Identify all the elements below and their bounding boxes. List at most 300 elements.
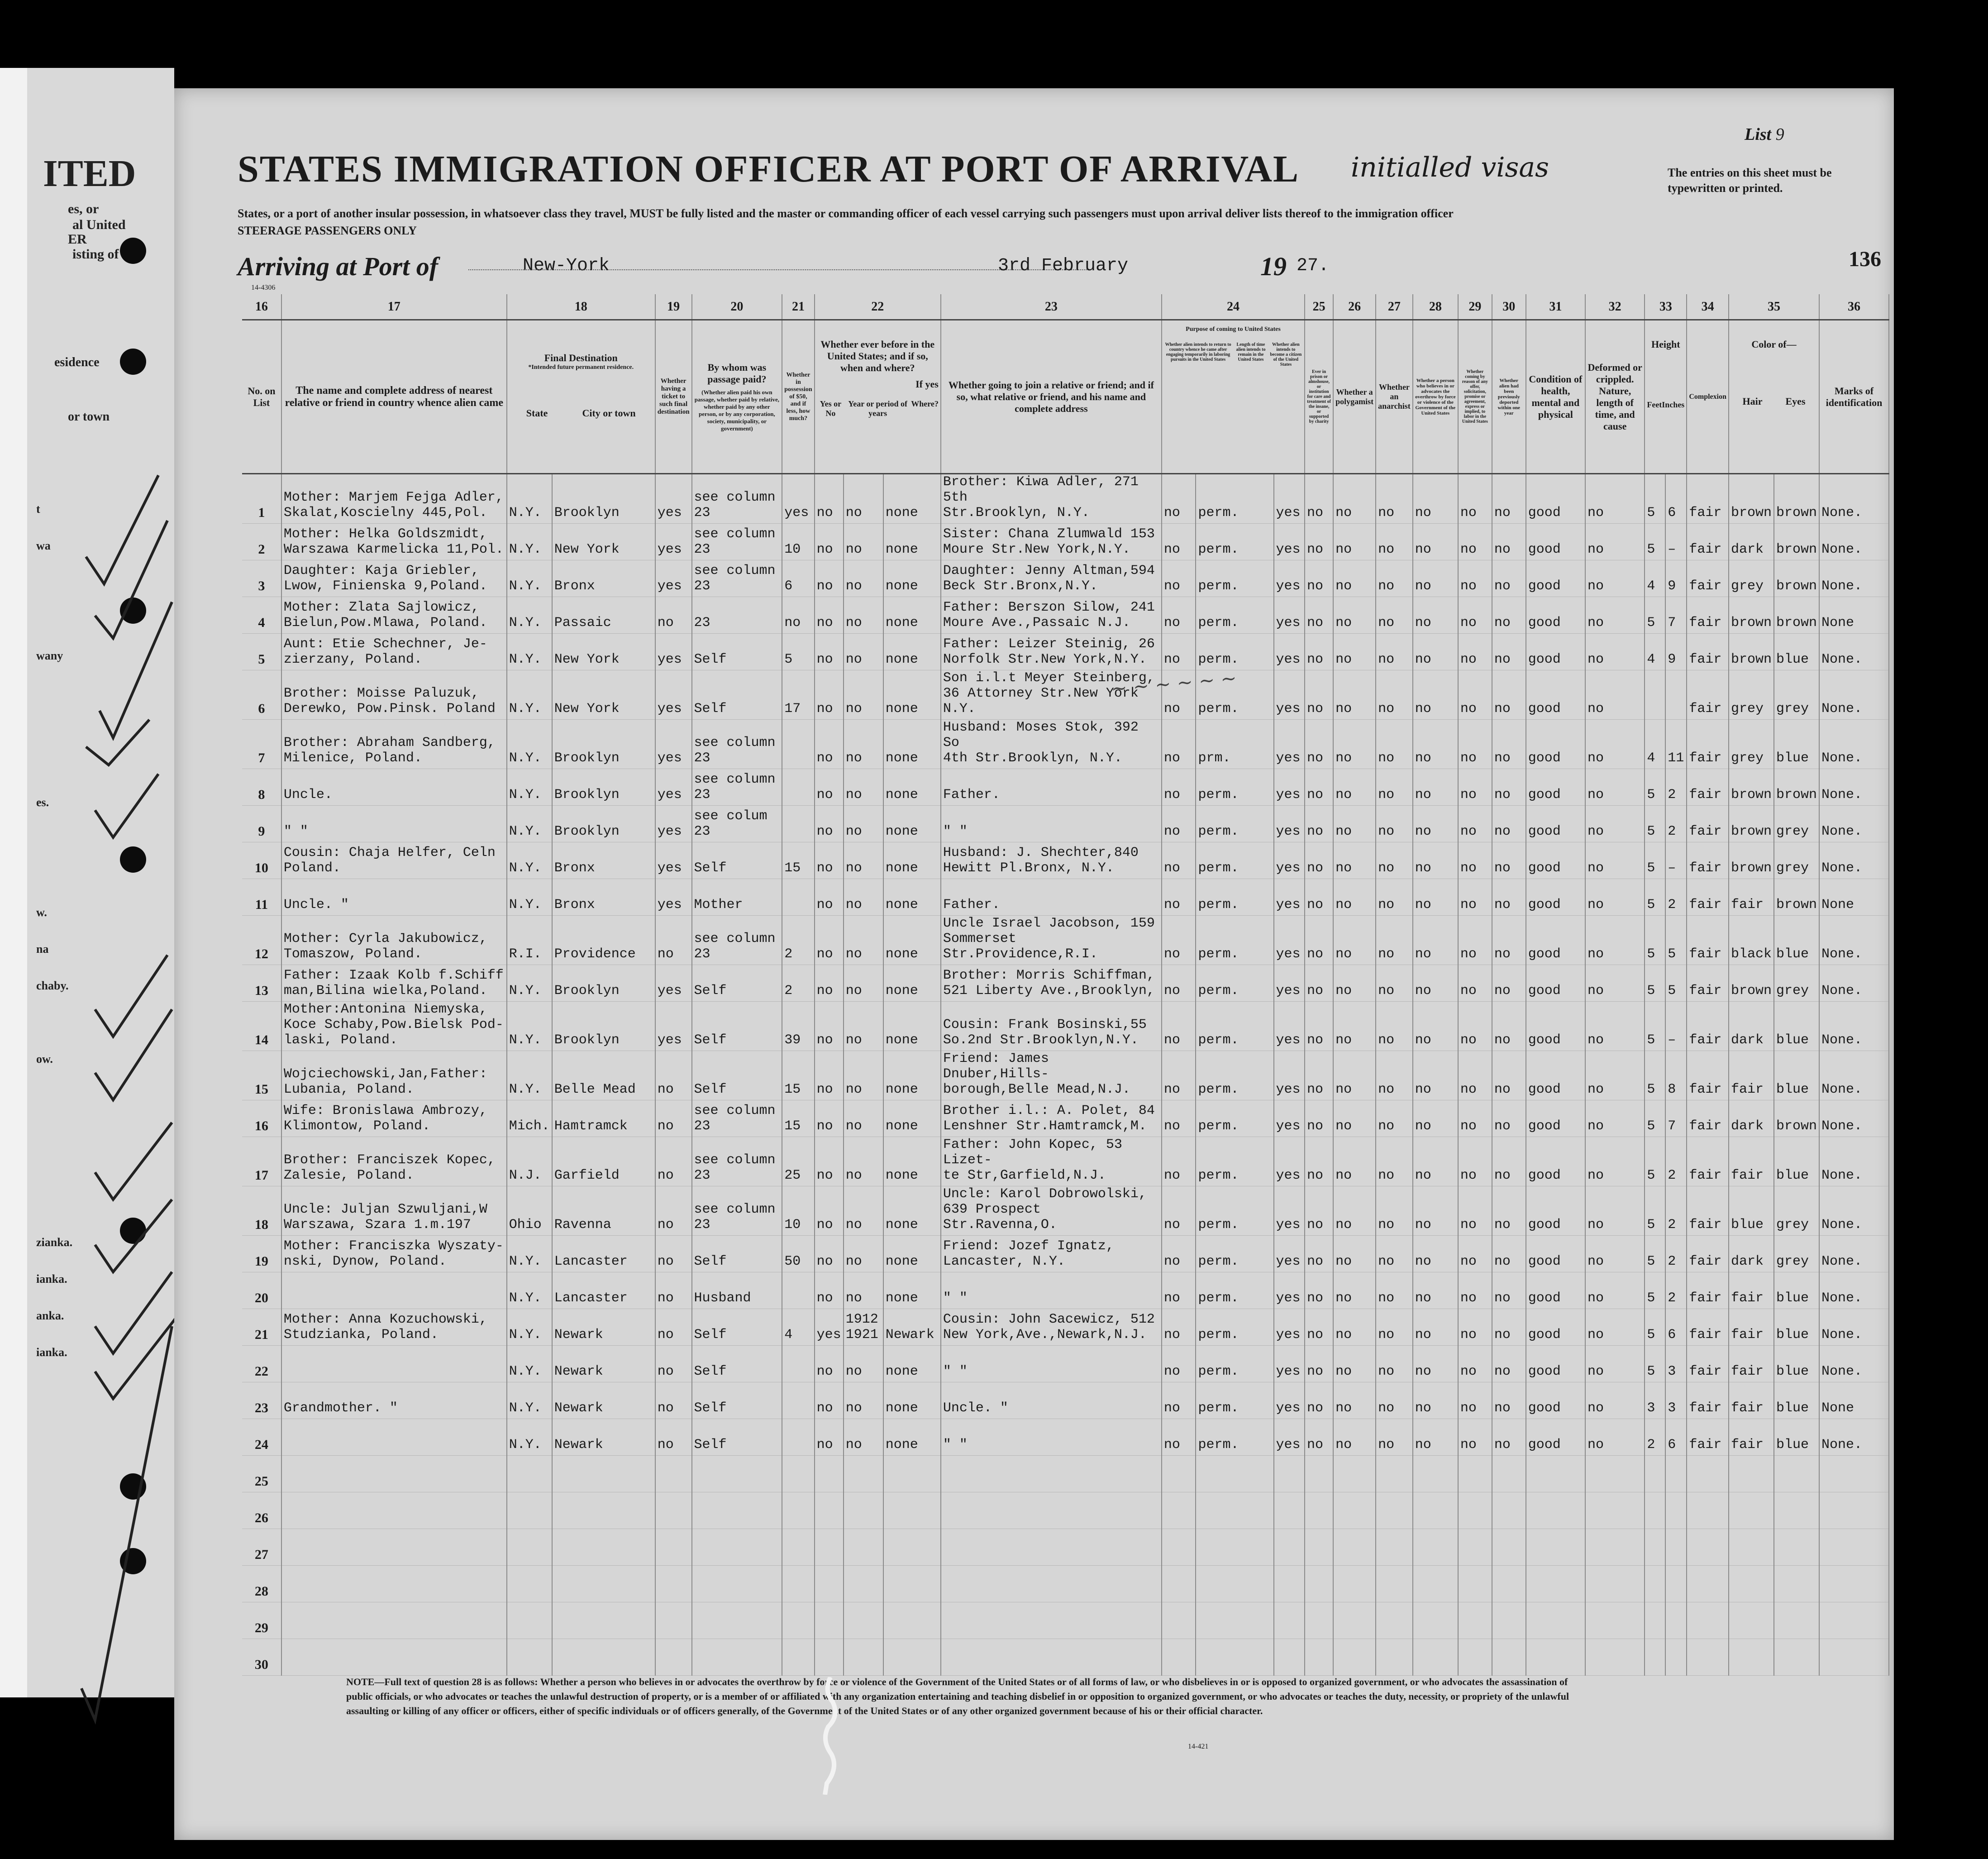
polygamist-cell: no xyxy=(1333,1137,1376,1186)
column-number: 16 xyxy=(242,294,281,320)
binder-hole xyxy=(120,238,146,264)
destination-city: Bronx xyxy=(552,842,655,879)
period-of-years: no xyxy=(844,916,883,965)
before-in-us: no xyxy=(815,1346,844,1382)
health-cell: good xyxy=(1526,916,1585,965)
polygamist-cell: no xyxy=(1333,916,1376,965)
period-of-years: no xyxy=(844,524,883,560)
header-purpose xyxy=(1162,320,1305,474)
relative-address: Mother: Helka Goldszmidt, Warszawa Karmelicka 11,Pol. xyxy=(281,524,507,560)
marks-cell xyxy=(1819,1602,1889,1639)
passage-label: By whom was passage paid? xyxy=(707,361,767,385)
q29-cell: no xyxy=(1458,965,1492,1002)
list-label xyxy=(1745,124,1784,144)
prison-cell: no xyxy=(1305,1309,1333,1346)
destination-state: N.Y. xyxy=(507,1002,552,1051)
destination-state: N.Y. xyxy=(507,1236,552,1272)
complexion-cell: fair xyxy=(1687,1100,1729,1137)
destination-city: Hamtramck xyxy=(552,1100,655,1137)
purpose-return: Whether alien intends to return to country whence he came after engaging temporarily in laboring pursuits in the United States xyxy=(1165,342,1231,362)
before-label: Whether ever before in the United States; and if so, when and where? xyxy=(820,339,935,373)
anarchist-cell: no xyxy=(1376,597,1413,634)
polygamist-cell: no xyxy=(1333,560,1376,597)
eye-color: blue xyxy=(1774,1272,1819,1309)
q29-cell: no xyxy=(1458,806,1492,842)
port-value: New-York xyxy=(523,256,610,276)
destination-state: R.I. xyxy=(507,916,552,965)
purpose-citizen-cell xyxy=(1274,1602,1305,1639)
q28-cell: no xyxy=(1413,1382,1458,1419)
height-inches: 3 xyxy=(1665,1346,1687,1382)
height-inches xyxy=(1665,1602,1687,1639)
header-passage xyxy=(692,320,782,474)
header-polygamist: Whether a polygamist xyxy=(1333,320,1376,474)
purpose-return-cell: no xyxy=(1162,1419,1196,1456)
relative-address xyxy=(281,1529,507,1566)
purpose-citizen-cell: yes xyxy=(1274,1186,1305,1236)
q29-cell: no xyxy=(1458,720,1492,769)
height-inches xyxy=(1665,1639,1687,1676)
q29-cell: no xyxy=(1458,1236,1492,1272)
deformed-cell: no xyxy=(1585,1002,1645,1051)
destination-city: Newark xyxy=(552,1309,655,1346)
relative-address xyxy=(281,1346,507,1382)
health-cell xyxy=(1526,1529,1585,1566)
q28-cell xyxy=(1413,1456,1458,1492)
money-cell xyxy=(782,1529,814,1566)
purpose-length-cell: perm. xyxy=(1196,1100,1273,1137)
money-cell: 10 xyxy=(782,524,814,560)
period-of-years: no xyxy=(844,1100,883,1137)
joining-relative: Friend: Jozef Ignatz, Lancaster, N.Y. xyxy=(941,1236,1162,1272)
deformed-cell: no xyxy=(1585,879,1645,916)
destination-city xyxy=(552,1529,655,1566)
purpose-citizen-cell: yes xyxy=(1274,1382,1305,1419)
anarchist-cell: no xyxy=(1376,1346,1413,1382)
purpose-citizen-cell: yes xyxy=(1274,965,1305,1002)
table-row xyxy=(242,1002,1889,1051)
eye-color: brown xyxy=(1774,879,1819,916)
prison-cell: no xyxy=(1305,560,1333,597)
complexion-cell: fair xyxy=(1687,474,1729,524)
ticket-cell: yes xyxy=(655,842,692,879)
complexion-cell xyxy=(1687,1566,1729,1602)
column-number: 19 xyxy=(655,294,692,320)
prison-cell: no xyxy=(1305,1272,1333,1309)
purpose-length-cell: perm. xyxy=(1196,1051,1273,1100)
destination-state: N.Y. xyxy=(507,474,552,524)
deformed-cell: no xyxy=(1585,842,1645,879)
relative-address: Mother: Franciszka Wyszaty- nski, Dynow, Poland. xyxy=(281,1236,507,1272)
joining-relative: Father: Berszon Silow, 241 Moure Ave.,Passaic N.J. xyxy=(941,597,1162,634)
left-row-fragment: es. xyxy=(36,796,49,809)
height-inches: 2 xyxy=(1665,879,1687,916)
hair-color xyxy=(1729,1492,1774,1529)
money-cell: 4 xyxy=(782,1309,814,1346)
deformed-cell: no xyxy=(1585,1309,1645,1346)
header-complexion: Complexion xyxy=(1687,320,1729,474)
left-fragment: ER xyxy=(68,232,87,247)
header-marks: Marks of identification xyxy=(1819,320,1889,474)
marks-cell: None. xyxy=(1819,1309,1889,1346)
q30-cell: no xyxy=(1492,806,1526,842)
before-in-us: no xyxy=(815,1382,844,1419)
height-inches xyxy=(1665,1529,1687,1566)
anarchist-cell: no xyxy=(1376,524,1413,560)
joining-relative: Son i.l.t Meyer Steinberg, 36 Attorney Str.New York N.Y. xyxy=(941,670,1162,720)
where-cell: none xyxy=(883,720,941,769)
row-number: 12 xyxy=(242,916,281,965)
health-cell xyxy=(1526,1492,1585,1529)
eye-color: brown xyxy=(1774,474,1819,524)
where-cell: none xyxy=(883,1137,941,1186)
complexion-cell: fair xyxy=(1687,879,1729,916)
where-cell: none xyxy=(883,1236,941,1272)
where-cell: none xyxy=(883,560,941,597)
complexion-cell: fair xyxy=(1687,524,1729,560)
passage-paid-by: see column 23 xyxy=(692,1100,782,1137)
list-label-text: List xyxy=(1745,125,1772,144)
anarchist-cell: no xyxy=(1376,1236,1413,1272)
anarchist-cell xyxy=(1376,1602,1413,1639)
purpose-length-cell: perm. xyxy=(1196,916,1273,965)
header-no-on-list: No. on List xyxy=(242,320,281,474)
q28-cell: no xyxy=(1413,597,1458,634)
table-row xyxy=(242,879,1889,916)
destination-state: N.Y. xyxy=(507,1382,552,1419)
joining-relative: Cousin: John Sacewicz, 512 New York,Ave.,Newark,N.J. xyxy=(941,1309,1162,1346)
header-ticket: Whether having a ticket to such final destination xyxy=(655,320,692,474)
before-in-us: no xyxy=(815,597,844,634)
purpose-return-cell: no xyxy=(1162,597,1196,634)
deformed-cell: no xyxy=(1585,597,1645,634)
q30-cell xyxy=(1492,1456,1526,1492)
table-row xyxy=(242,1529,1889,1566)
height-inches: 5 xyxy=(1665,965,1687,1002)
relative-address: Daughter: Kaja Griebler, Lwow, Finienska 9,Poland. xyxy=(281,560,507,597)
destination-city: Newark xyxy=(552,1382,655,1419)
deformed-cell: no xyxy=(1585,1346,1645,1382)
passage-paid-by: see column 23 xyxy=(692,916,782,965)
table-row xyxy=(242,1100,1889,1137)
anarchist-cell xyxy=(1376,1492,1413,1529)
where-cell: none xyxy=(883,524,941,560)
purpose-citizen-cell: yes xyxy=(1274,597,1305,634)
purpose-return-cell xyxy=(1162,1639,1196,1676)
destination-city: Providence xyxy=(552,916,655,965)
before-in-us: no xyxy=(815,634,844,670)
row-number: 16 xyxy=(242,1100,281,1137)
joining-relative: Sister: Chana Zlumwald 153 Moure Str.New York,N.Y. xyxy=(941,524,1162,560)
destination-state: N.Y. xyxy=(507,806,552,842)
row-number: 3 xyxy=(242,560,281,597)
purpose-length-cell: perm. xyxy=(1196,634,1273,670)
prison-cell: no xyxy=(1305,1137,1333,1186)
height-feet: 3 xyxy=(1645,1382,1665,1419)
q28-cell: no xyxy=(1413,1272,1458,1309)
complexion-cell: fair xyxy=(1687,1002,1729,1051)
deformed-cell: no xyxy=(1585,1137,1645,1186)
header-q28: Whether a person who believes in or advocates the overthrow by force or violence of the Government of the United States xyxy=(1413,320,1458,474)
deformed-cell: no xyxy=(1585,634,1645,670)
prison-cell xyxy=(1305,1529,1333,1566)
health-cell: good xyxy=(1526,1272,1585,1309)
before-in-us: no xyxy=(815,474,844,524)
where-cell: none xyxy=(883,634,941,670)
q28-cell: no xyxy=(1413,916,1458,965)
hair-color: brown xyxy=(1729,634,1774,670)
checkmark-annotations xyxy=(68,466,186,1725)
hair-color: fair xyxy=(1729,1309,1774,1346)
q29-cell: no xyxy=(1458,474,1492,524)
hair-color: dark xyxy=(1729,1100,1774,1137)
destination-state xyxy=(507,1492,552,1529)
passage-paid-by: see column 23 xyxy=(692,769,782,806)
period-of-years: no xyxy=(844,1186,883,1236)
q30-cell: no xyxy=(1492,634,1526,670)
health-cell: good xyxy=(1526,474,1585,524)
joining-relative: Father: John Kopec, 53 Lizet- te Str,Garfield,N.J. xyxy=(941,1137,1162,1186)
purpose-length-cell: perm. xyxy=(1196,1236,1273,1272)
eyes-label: Eyes xyxy=(1785,396,1806,407)
destination-state: N.Y. xyxy=(507,560,552,597)
complexion-cell: fair xyxy=(1687,634,1729,670)
q29-cell xyxy=(1458,1602,1492,1639)
ticket-cell: no xyxy=(655,1419,692,1456)
row-number: 23 xyxy=(242,1382,281,1419)
height-feet: 5 xyxy=(1645,1272,1665,1309)
deformed-cell xyxy=(1585,1492,1645,1529)
eye-color xyxy=(1774,1456,1819,1492)
polygamist-cell: no xyxy=(1333,1236,1376,1272)
purpose-citizen-cell: yes xyxy=(1274,1346,1305,1382)
purpose-return-cell: no xyxy=(1162,1100,1196,1137)
hair-color: fair xyxy=(1729,1346,1774,1382)
where-cell: none xyxy=(883,1382,941,1419)
destination-state: Mich. xyxy=(507,1100,552,1137)
purpose-citizen-cell xyxy=(1274,1639,1305,1676)
period-of-years: no xyxy=(844,1236,883,1272)
eye-color: blue xyxy=(1774,720,1819,769)
where-cell: none xyxy=(883,597,941,634)
marks-cell: None. xyxy=(1819,560,1889,597)
ticket-cell: yes xyxy=(655,670,692,720)
height-sub-labels xyxy=(1647,400,1684,410)
purpose-return-cell: no xyxy=(1162,806,1196,842)
q30-cell: no xyxy=(1492,1100,1526,1137)
column-number: 27 xyxy=(1376,294,1413,320)
health-cell xyxy=(1526,1566,1585,1602)
before-in-us: no xyxy=(815,1100,844,1137)
hair-color: grey xyxy=(1729,670,1774,720)
handwritten-note: initialled visas xyxy=(1351,152,1549,183)
before-in-us: no xyxy=(815,720,844,769)
purpose-length-cell: perm. xyxy=(1196,1309,1273,1346)
complexion-cell: fair xyxy=(1687,670,1729,720)
joining-relative: " " xyxy=(941,1346,1162,1382)
column-header-row xyxy=(242,320,1889,474)
marks-cell: None. xyxy=(1819,769,1889,806)
passage-paid-by xyxy=(692,1529,782,1566)
before-in-us: no xyxy=(815,916,844,965)
destination-city: New York xyxy=(552,670,655,720)
polygamist-cell: no xyxy=(1333,879,1376,916)
prison-cell: no xyxy=(1305,879,1333,916)
deformed-cell: no xyxy=(1585,1419,1645,1456)
eye-color: brown xyxy=(1774,769,1819,806)
relative-address: Grandmother. " xyxy=(281,1382,507,1419)
money-cell: 2 xyxy=(782,916,814,965)
passage-paid-by: see colum 23 xyxy=(692,806,782,842)
period-of-years xyxy=(844,1639,883,1676)
table-row xyxy=(242,1186,1889,1236)
anarchist-cell: no xyxy=(1376,1419,1413,1456)
height-feet xyxy=(1645,1529,1665,1566)
relative-address xyxy=(281,1456,507,1492)
polygamist-cell: no xyxy=(1333,1419,1376,1456)
purpose-return-cell xyxy=(1162,1456,1196,1492)
height-feet: 5 xyxy=(1645,1309,1665,1346)
money-cell xyxy=(782,1492,814,1529)
purpose-citizen-cell xyxy=(1274,1566,1305,1602)
q30-cell: no xyxy=(1492,1382,1526,1419)
column-number: 35 xyxy=(1729,294,1819,320)
height-inches: 11 xyxy=(1665,720,1687,769)
destination-city: New York xyxy=(552,634,655,670)
height-inches: 7 xyxy=(1665,1100,1687,1137)
where-cell: none xyxy=(883,1346,941,1382)
purpose-return-cell xyxy=(1162,1529,1196,1566)
header-q30: Whether alien had been previously deported within one year xyxy=(1492,320,1526,474)
relative-address xyxy=(281,1566,507,1602)
torn-edge-mark xyxy=(821,1677,839,1795)
q29-cell: no xyxy=(1458,1272,1492,1309)
where-cell xyxy=(883,1456,941,1492)
column-number: 21 xyxy=(782,294,814,320)
height-inches: 2 xyxy=(1665,1272,1687,1309)
before-in-us: no xyxy=(815,806,844,842)
joining-relative xyxy=(941,1456,1162,1492)
health-cell: good xyxy=(1526,1002,1585,1051)
anarchist-cell: no xyxy=(1376,634,1413,670)
relative-address: Brother: Franciszek Kopec, Zalesie, Poland. xyxy=(281,1137,507,1186)
row-number: 20 xyxy=(242,1272,281,1309)
height-label: Height xyxy=(1651,339,1680,350)
polygamist-cell: no xyxy=(1333,1309,1376,1346)
purpose-return-cell: no xyxy=(1162,1051,1196,1100)
header-prison: Ever in prison or almshouse, or institution for care and treatment of the insane, or supported by charity xyxy=(1305,320,1333,474)
height-feet: 4 xyxy=(1645,720,1665,769)
marks-cell: None. xyxy=(1819,1100,1889,1137)
destination-city: Brooklyn xyxy=(552,474,655,524)
joining-relative: Brother: Morris Schiffman, 521 Liberty Ave.,Brooklyn, xyxy=(941,965,1162,1002)
eye-color: blue xyxy=(1774,1309,1819,1346)
prison-cell xyxy=(1305,1639,1333,1676)
height-feet xyxy=(1645,1602,1665,1639)
height-feet: 4 xyxy=(1645,560,1665,597)
table-row xyxy=(242,670,1889,720)
anarchist-cell: no xyxy=(1376,1137,1413,1186)
q30-cell: no xyxy=(1492,1236,1526,1272)
prison-cell: no xyxy=(1305,474,1333,524)
anarchist-cell: no xyxy=(1376,1002,1413,1051)
form-title: STATES IMMIGRATION OFFICER AT PORT OF ARRIVAL xyxy=(238,148,1300,190)
marks-cell: None. xyxy=(1819,1051,1889,1100)
period-of-years: no xyxy=(844,670,883,720)
prison-cell: no xyxy=(1305,1051,1333,1100)
column-number: 31 xyxy=(1526,294,1585,320)
height-feet: 5 xyxy=(1645,1346,1665,1382)
column-number: 24 xyxy=(1162,294,1305,320)
anarchist-cell: no xyxy=(1376,560,1413,597)
marks-cell: None. xyxy=(1819,1346,1889,1382)
health-cell: good xyxy=(1526,1100,1585,1137)
complexion-cell: fair xyxy=(1687,560,1729,597)
purpose-citizen-cell: yes xyxy=(1274,1309,1305,1346)
q29-cell: no xyxy=(1458,670,1492,720)
anarchist-cell xyxy=(1376,1456,1413,1492)
deformed-cell: no xyxy=(1585,1272,1645,1309)
purpose-citizen-cell: yes xyxy=(1274,474,1305,524)
column-number: 28 xyxy=(1413,294,1458,320)
eye-color: brown xyxy=(1774,560,1819,597)
period-of-years: no xyxy=(844,1346,883,1382)
money-cell xyxy=(782,1346,814,1382)
purpose-citizen-cell xyxy=(1274,1529,1305,1566)
header-deformed: Deformed or crippled. Nature, length of time, and cause xyxy=(1585,320,1645,474)
row-number: 2 xyxy=(242,524,281,560)
money-cell: 15 xyxy=(782,842,814,879)
left-page-edge xyxy=(0,68,27,1697)
relative-address: Uncle. xyxy=(281,769,507,806)
footnote-question-28: NOTE—Full text of question 28 is as follows: Whether a person who believes in or advocates the overthrow by force or violence of the Government of the United States or of all forms of law, or who disbelieves in or is opposed to organized government, or who advocates the assassination of public officials, or who advocates or teaches the unlawful destruction of property, or is a member of or affiliated with any organization entertaining and teaching disbelief in or opposition to organized government, or who advocates or teaches the duty, necessity, or propriety of the unlawful assaulting or killing of any officer or officers, either of specific individuals or of officers generally, of the Government of the United States or of any other organized government because of his or their official character. xyxy=(346,1676,1569,1716)
table-row xyxy=(242,720,1889,769)
height-inches: – xyxy=(1665,524,1687,560)
polygamist-cell: no xyxy=(1333,1051,1376,1100)
period-of-years: no xyxy=(844,879,883,916)
height-feet: 2 xyxy=(1645,1419,1665,1456)
purpose-length-cell xyxy=(1196,1492,1273,1529)
money-cell: 10 xyxy=(782,1186,814,1236)
purpose-length-cell: perm. xyxy=(1196,879,1273,916)
eye-color: blue xyxy=(1774,916,1819,965)
passage-paid-by xyxy=(692,1602,782,1639)
money-cell xyxy=(782,1639,814,1676)
q28-cell: no xyxy=(1413,879,1458,916)
table-row xyxy=(242,916,1889,965)
column-number: 20 xyxy=(692,294,782,320)
destination-state: N.Y. xyxy=(507,1309,552,1346)
health-cell: good xyxy=(1526,1186,1585,1236)
row-number: 28 xyxy=(242,1566,281,1602)
purpose-return-cell: no xyxy=(1162,1346,1196,1382)
ticket-cell: no xyxy=(655,597,692,634)
height-inches: 7 xyxy=(1665,597,1687,634)
purpose-citizen-cell: yes xyxy=(1274,1051,1305,1100)
joining-relative: Uncle: Karol Dobrowolski, 639 Prospect Str.Ravenna,O. xyxy=(941,1186,1162,1236)
q29-cell: no xyxy=(1458,524,1492,560)
state-label: State xyxy=(526,407,548,419)
before-in-us: no xyxy=(815,1186,844,1236)
q28-cell: no xyxy=(1413,965,1458,1002)
hair-color: grey xyxy=(1729,560,1774,597)
height-feet: 5 xyxy=(1645,1002,1665,1051)
passage-note: (Whether alien paid his own passage, whether paid by relative, whether paid by any other person, or by any corporation, society, municipality, or government) xyxy=(694,388,780,432)
passage-paid-by: 23 xyxy=(692,597,782,634)
prison-cell xyxy=(1305,1566,1333,1602)
passage-paid-by: Self xyxy=(692,1382,782,1419)
q29-cell: no xyxy=(1458,1309,1492,1346)
